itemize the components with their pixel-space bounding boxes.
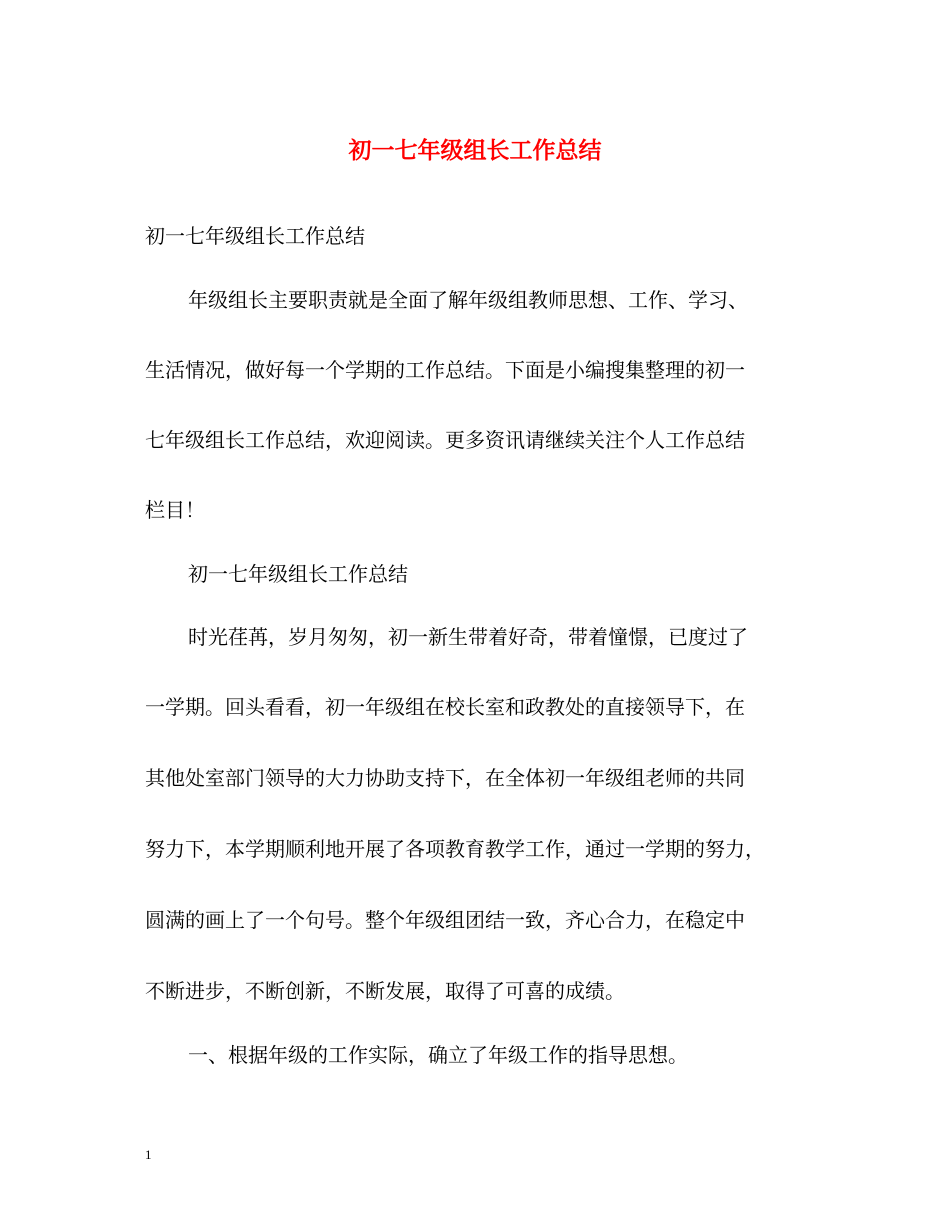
section-heading: 一、根据年级的工作实际，确立了年级工作的指导思想。 [188,1043,688,1067]
paragraph-line: 生活情况，做好每一个学期的工作总结。下面是小编搜集整理的初一 [145,358,745,382]
paragraph-line: 不断进步，不断创新，不断发展，取得了可喜的成绩。 [145,979,625,1003]
paragraph-line: 七年级组长工作总结，欢迎阅读。更多资讯请继续关注个人工作总结 [145,428,745,452]
page-number: 1 [145,1147,152,1162]
document-subtitle: 初一七年级组长工作总结 [145,224,365,248]
section-heading: 初一七年级组长工作总结 [188,562,408,586]
paragraph-line: 栏目！ [145,498,205,522]
paragraph-line: 努力下，本学期顺利地开展了各项教育教学工作，通过一学期的努力， [145,837,765,861]
paragraph-line: 圆满的画上了一个句号。整个年级组团结一致，齐心合力，在稳定中 [145,908,745,932]
paragraph-line: 时光荏苒，岁月匆匆，初一新生带着好奇，带着憧憬，已度过了 [188,625,748,649]
document-title: 初一七年级组长工作总结 [348,137,602,164]
paragraph-line: 其他处室部门领导的大力协助支持下，在全体初一年级组老师的共同 [145,766,745,790]
paragraph-line: 一学期。回头看看，初一年级组在校长室和政教处的直接领导下，在 [145,695,745,719]
paragraph-line: 年级组长主要职责就是全面了解年级组教师思想、工作、学习、 [188,288,748,312]
